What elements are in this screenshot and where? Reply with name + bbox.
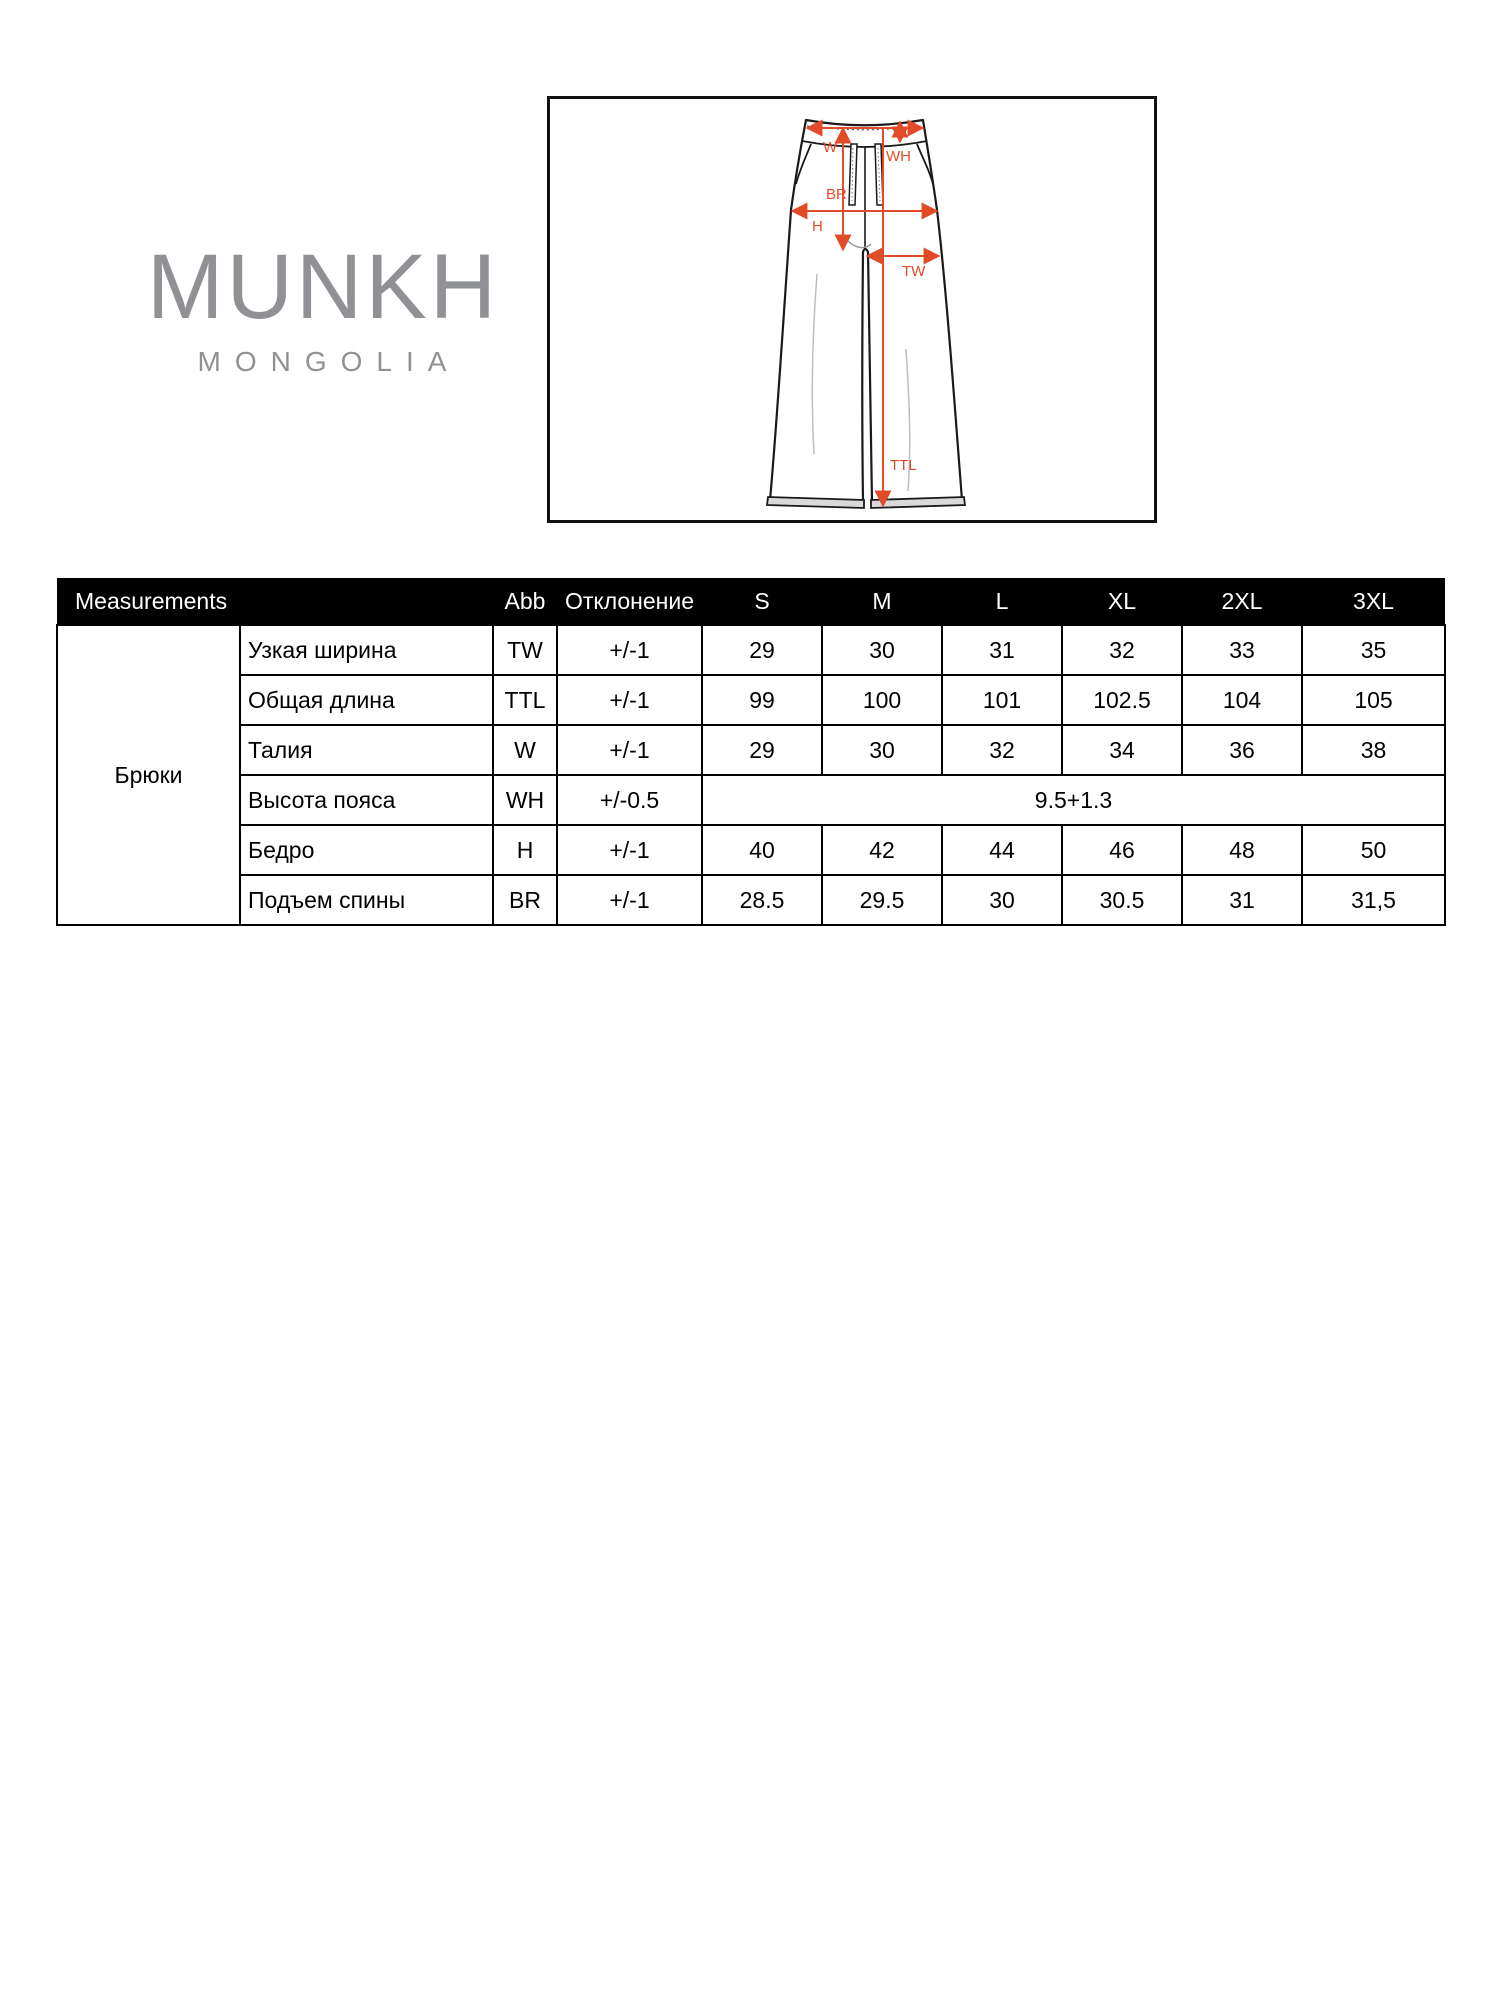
value-m: 42	[822, 825, 942, 875]
col-header-xl: XL	[1062, 578, 1182, 625]
value-xl: 30.5	[1062, 875, 1182, 925]
value-s: 29	[702, 725, 822, 775]
size-table	[56, 578, 1446, 926]
value-2xl: 104	[1182, 675, 1302, 725]
value-2xl: 48	[1182, 825, 1302, 875]
value-m: 30	[822, 625, 942, 675]
value-l: 32	[942, 725, 1062, 775]
value-3xl: 38	[1302, 725, 1445, 775]
pants-outline-group	[767, 120, 965, 508]
value-l: 44	[942, 825, 1062, 875]
col-header-tolerance: Отклонение	[557, 578, 702, 625]
value-3xl: 105	[1302, 675, 1445, 725]
value-m: 100	[822, 675, 942, 725]
table-row-ttl	[57, 675, 1445, 725]
row-tolerance: +/-1	[557, 875, 702, 925]
row-abb: WH	[493, 775, 557, 825]
row-abb: TW	[493, 625, 557, 675]
row-name: Талия	[240, 725, 493, 775]
value-xl: 102.5	[1062, 675, 1182, 725]
row-tolerance: +/-1	[557, 675, 702, 725]
value-m: 29.5	[822, 875, 942, 925]
value-3xl: 50	[1302, 825, 1445, 875]
row-tolerance: +/-1	[557, 725, 702, 775]
value-3xl: 35	[1302, 625, 1445, 675]
row-abb: W	[493, 725, 557, 775]
hem-right	[871, 497, 965, 508]
value-m: 30	[822, 725, 942, 775]
row-tolerance: +/-1	[557, 825, 702, 875]
hem-left	[767, 497, 864, 508]
value-l: 31	[942, 625, 1062, 675]
value-xl: 46	[1062, 825, 1182, 875]
value-merged-all-sizes: 9.5+1.3	[702, 775, 1445, 825]
pants-diagram	[550, 99, 1154, 520]
drawstring-right	[875, 144, 883, 205]
value-2xl: 31	[1182, 875, 1302, 925]
value-xl: 32	[1062, 625, 1182, 675]
col-header-l: L	[942, 578, 1062, 625]
garment-group-label: Брюки	[57, 625, 240, 925]
value-2xl: 33	[1182, 625, 1302, 675]
col-header-2xl: 2XL	[1182, 578, 1302, 625]
table-row-w	[57, 725, 1445, 775]
table-row-h	[57, 825, 1445, 875]
col-header-abb: Abb	[493, 578, 557, 625]
row-name: Подъем спины	[240, 875, 493, 925]
label-tw: TW	[902, 263, 926, 280]
row-name: Бедро	[240, 825, 493, 875]
table-row-wh	[57, 775, 1445, 825]
label-h: H	[812, 218, 823, 235]
value-l: 101	[942, 675, 1062, 725]
row-abb: BR	[493, 875, 557, 925]
value-s: 28.5	[702, 875, 822, 925]
row-name: Узкая ширина	[240, 625, 493, 675]
row-abb: TTL	[493, 675, 557, 725]
label-wh: WH	[886, 148, 911, 165]
brand-subtitle: MONGOLIA	[197, 346, 461, 377]
row-name: Высота пояса	[240, 775, 493, 825]
label-w: W	[823, 139, 838, 156]
row-tolerance: +/-0.5	[557, 775, 702, 825]
col-header-m: M	[822, 578, 942, 625]
value-s: 99	[702, 675, 822, 725]
value-s: 29	[702, 625, 822, 675]
table-row-tw	[57, 625, 1445, 675]
row-abb: H	[493, 825, 557, 875]
col-header-s: S	[702, 578, 822, 625]
row-name: Общая длина	[240, 675, 493, 725]
label-br: BR	[826, 186, 847, 203]
value-l: 30	[942, 875, 1062, 925]
table-row-br	[57, 875, 1445, 925]
row-tolerance: +/-1	[557, 625, 702, 675]
header-row	[57, 578, 1445, 625]
col-header-measurements: Measurements	[57, 578, 493, 625]
value-s: 40	[702, 825, 822, 875]
pants-diagram-frame	[547, 96, 1157, 523]
brand-name: MUNKH	[146, 236, 500, 338]
label-ttl: TTL	[890, 457, 917, 474]
col-header-3xl: 3XL	[1302, 578, 1445, 625]
value-xl: 34	[1062, 725, 1182, 775]
brand-logo	[142, 236, 504, 378]
value-2xl: 36	[1182, 725, 1302, 775]
value-3xl: 31,5	[1302, 875, 1445, 925]
